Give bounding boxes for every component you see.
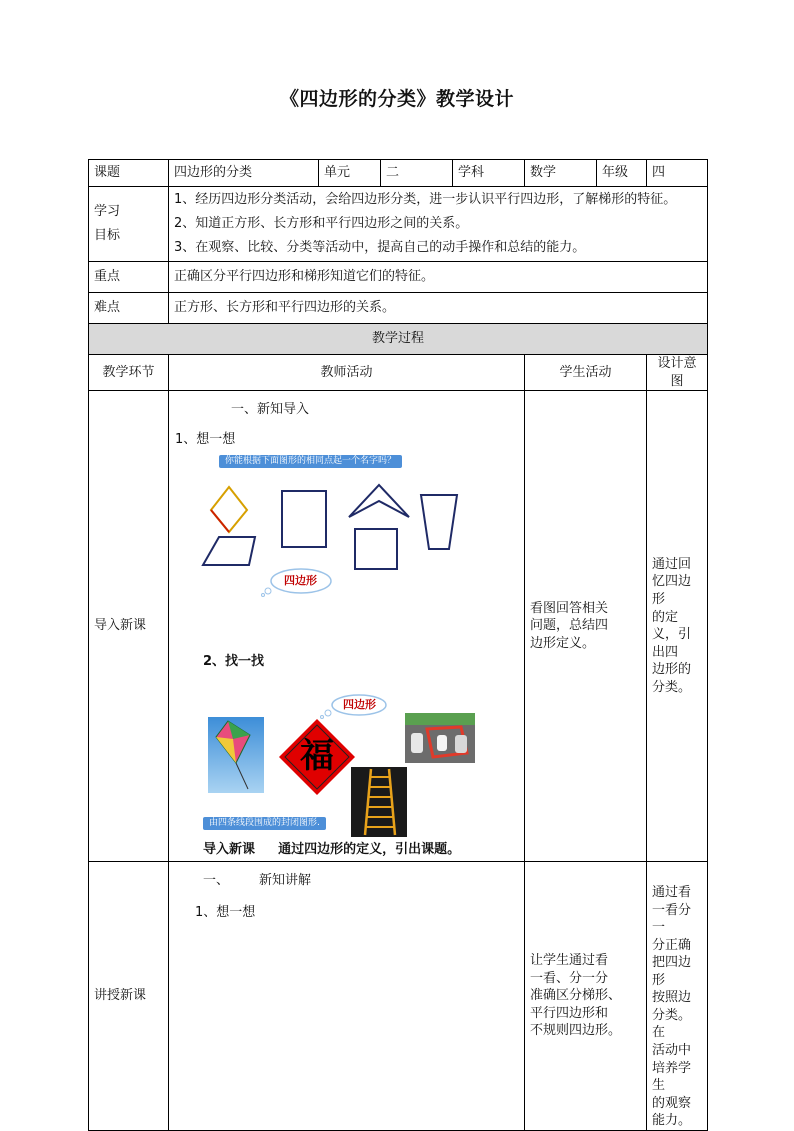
square-shape — [355, 529, 397, 569]
topic-value: 四边形的分类 — [169, 160, 319, 187]
intro-summary-text: 通过四边形的定义，引出课题。 — [278, 842, 461, 858]
lecture-intent-line: 分正确把四边形 — [652, 937, 692, 988]
goal-item: 3、在观察、比较、分类等活动中，提高自己的动手操作和总结的能力。 — [174, 240, 586, 255]
difficulty-row — [89, 293, 708, 324]
intro-stage: 导入新课 — [89, 391, 169, 862]
ladder-image — [351, 767, 407, 837]
intro-intent-line: 边形的分类。 — [652, 662, 692, 695]
header-intent: 设计意图 — [647, 355, 708, 391]
header-student: 学生活动 — [525, 355, 647, 391]
kite-image — [208, 717, 264, 793]
fu-character: 福 — [300, 736, 334, 777]
intro-student-line: 边形定义。 — [530, 635, 596, 651]
subject-value: 数学 — [525, 160, 597, 187]
goals-label-line1: 学习 — [94, 204, 121, 219]
lesson-plan-table — [88, 159, 708, 1131]
intro-intent-line: 通过回忆四边形 — [652, 556, 692, 607]
unit-value: 二 — [381, 160, 453, 187]
intro-summary — [203, 841, 460, 859]
parking-image — [405, 713, 475, 763]
parallelogram-shape — [203, 537, 255, 565]
lecture-design-intent — [647, 862, 708, 1131]
cloud-label-2: 四边形 — [343, 698, 376, 712]
intro-student-line: 看图回答相关 — [530, 600, 609, 616]
dart-shape — [349, 485, 409, 517]
intro-step2: 2、找一找 — [203, 654, 265, 670]
document-title: 《四边形的分类》教学设计 — [279, 88, 514, 110]
lecture-intent-line: 的观察能力。 — [652, 1095, 692, 1129]
difficulty-label: 难点 — [89, 293, 169, 324]
intro-design-intent — [647, 391, 708, 862]
goal-item: 1、经历四边形分类活动，会给四边形分类，进一步认识平行四边形，了解梯形的特征。 — [174, 192, 677, 207]
goal-item: 2、知道正方形、长方形和平行四边形之间的关系。 — [174, 216, 469, 231]
intro-summary-stage: 导入新课 — [203, 842, 256, 858]
intro-teacher-cell — [169, 391, 525, 862]
lecture-intent-line: 通过看一看分一 — [652, 885, 692, 936]
lecture-student-line: 让学生通过看 — [530, 953, 609, 969]
lecture-intent-line: 活动中培养学生 — [652, 1043, 692, 1094]
lecture-student-line: 不规则四边形。 — [530, 1023, 622, 1039]
lecture-heading: 新知讲解 — [259, 873, 312, 889]
intro-step1: 1、想一想 — [175, 432, 236, 448]
key-point-label: 重点 — [89, 262, 169, 293]
intro-heading: 一、新知导入 — [231, 402, 310, 418]
goals-content — [169, 187, 708, 262]
cloud-label-1: 四边形 — [284, 574, 317, 588]
section-lecture-row — [89, 862, 708, 1131]
intro-student-activity — [525, 391, 647, 862]
question-banner: 你能根据下面图形的相同点起一个名字吗？ — [219, 455, 402, 468]
process-title-row — [89, 324, 708, 355]
process-header-row — [89, 355, 708, 391]
definition-banner: 由四条线段围成的封闭图形. — [203, 817, 326, 830]
lecture-teacher-content — [169, 862, 524, 1032]
unit-label: 单元 — [319, 160, 381, 187]
lecture-student-activity — [525, 862, 647, 1131]
section-intro-row — [89, 391, 708, 862]
goals-label — [89, 187, 169, 262]
difficulty-text: 正方形、长方形和平行四边形的关系。 — [169, 293, 708, 324]
lecture-student-line: 准确区分梯形、 — [530, 988, 622, 1004]
intro-student-line: 问题，总结四 — [530, 618, 609, 634]
subject-label: 学科 — [453, 160, 525, 187]
process-title: 教学过程 — [89, 324, 708, 355]
topic-label: 课题 — [89, 160, 169, 187]
goals-label-line2: 目标 — [94, 228, 121, 243]
lecture-teacher-cell — [169, 862, 525, 1131]
lecture-step1: 1、想一想 — [195, 905, 256, 921]
key-point-row — [89, 262, 708, 293]
rectangle-shape — [282, 491, 326, 547]
intro-intent-line: 的定义，引出四 — [652, 609, 692, 660]
goals-row — [89, 187, 708, 262]
lecture-student-line: 一看、分一分 — [530, 970, 609, 986]
header-stage: 教学环节 — [89, 355, 169, 391]
lecture-intent-line: 按照边分类。在 — [652, 990, 692, 1041]
key-point-text: 正确区分平行四边形和梯形知道它们的特征。 — [169, 262, 708, 293]
header-teacher: 教师活动 — [169, 355, 525, 391]
intro-teacher-content — [169, 391, 524, 861]
trapezoid-shape — [419, 491, 459, 553]
lecture-heading-number: 一、 — [203, 873, 230, 889]
lecture-stage: 讲授新课 — [89, 862, 169, 1131]
info-row — [89, 160, 708, 187]
rhombus-shape — [211, 487, 247, 532]
rhombus-red-edge — [211, 510, 229, 532]
grade-label: 年级 — [597, 160, 647, 187]
lecture-student-line: 平行四边形和 — [530, 1005, 609, 1021]
grade-value: 四 — [647, 160, 708, 187]
